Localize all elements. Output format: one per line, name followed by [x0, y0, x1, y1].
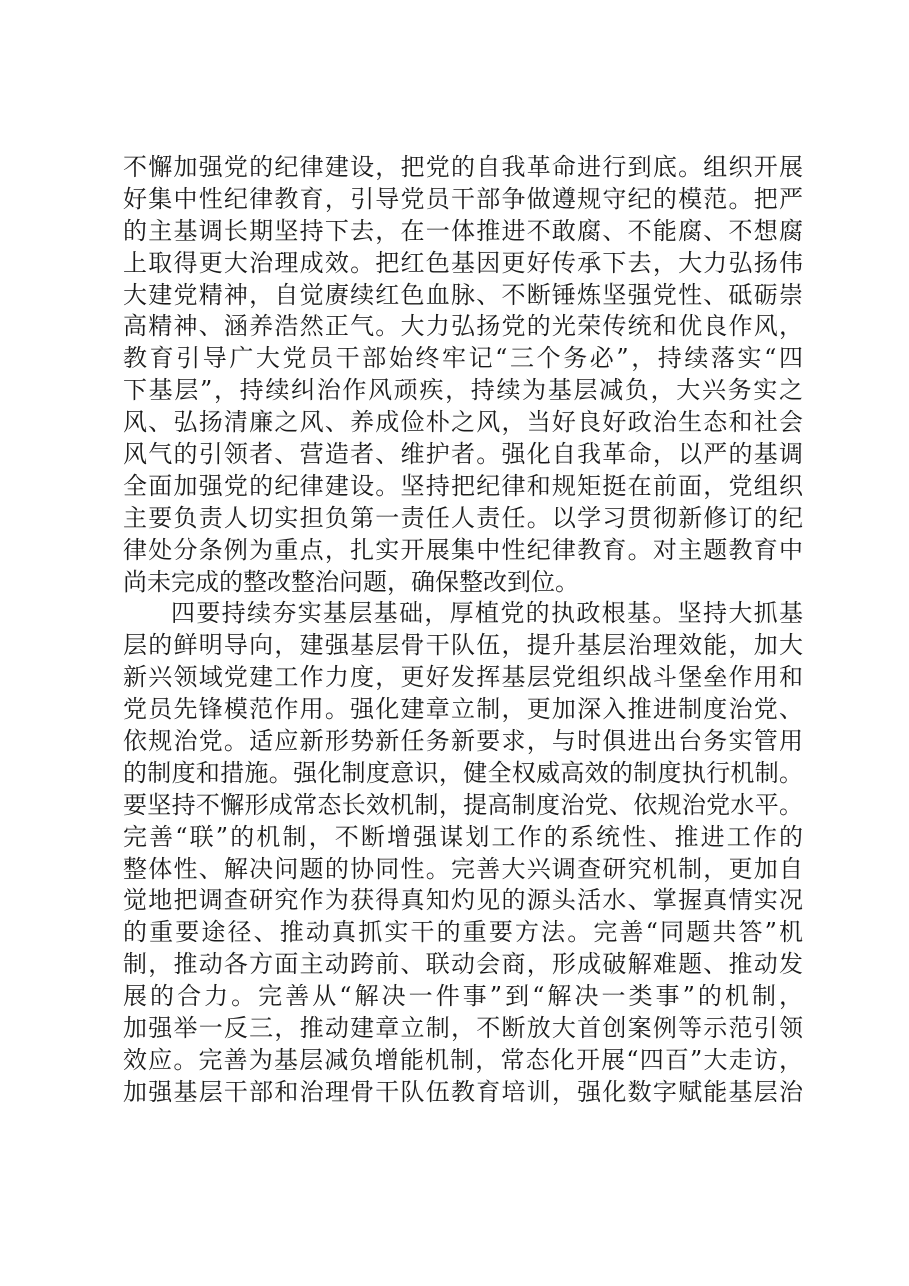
text-line: 效应。完善为基层减负增能机制，常态化开展“四百”大走访， [123, 1045, 803, 1074]
text-line: 下基层”，持续纠治作风顽疾，持续为基层减负，大兴务实之 [123, 376, 803, 405]
text-line: 全面加强党的纪律建设。坚持把纪律和规矩挺在前面，党组织 [123, 471, 803, 500]
text-line: 新兴领域党建工作力度，更好发挥基层党组织战斗堡垒作用和 [123, 663, 803, 692]
text-line: 不懈加强党的纪律建设，把党的自我革命进行到底。组织开展 [123, 153, 803, 181]
text-line: 觉地把调查研究作为获得真知灼见的源头活水、掌握真情实况 [123, 886, 803, 915]
text-line: 的制度和措施。强化制度意识，健全权威高效的制度执行机制。 [123, 758, 803, 787]
text-line: 加强举一反三，推动建章立制，不断放大首创案例等示范引领 [123, 1014, 803, 1043]
text-line: 主要负责人切实担负第一责任人责任。以学习贯彻新修订的纪 [123, 503, 803, 532]
text-line: 依规治党。适应新形势新任务新要求，与时俱进出台务实管用 [123, 727, 803, 756]
text-line: 高精神、涵养浩然正气。大力弘扬党的光荣传统和优良作风， [123, 312, 803, 341]
text-line: 风、弘扬清廉之风、养成俭朴之风，当好良好政治生态和社会 [123, 408, 803, 437]
text-line: 风气的引领者、营造者、维护者。强化自我革命，以严的基调 [123, 440, 803, 469]
text-line: 大建党精神，自觉赓续红色血脉、不断锤炼坚强党性、砥砺崇 [123, 280, 803, 309]
paragraph-end-line: 尚未完成的整改整治问题，确保整改到位。 [123, 567, 579, 596]
text-line: 完善“联”的机制，不断增强谋划工作的系统性、推进工作的 [123, 822, 803, 851]
text-line: 上取得更大治理成效。把红色基因更好传承下去，大力弘扬伟 [123, 248, 803, 277]
text-line: 律处分条例为重点，扎实开展集中性纪律教育。对主题教育中 [123, 535, 803, 564]
text-line: 整体性、解决问题的协同性。完善大兴调查研究机制，更加自 [123, 854, 803, 883]
text-line: 要坚持不懈形成常态长效机制，提高制度治党、依规治党水平。 [123, 790, 803, 819]
text-line: 制，推动各方面主动跨前、联动会商，形成破解难题、推动发 [123, 950, 803, 979]
text-line: 党员先锋模范作用。强化建章立制，更加深入推进制度治党、 [123, 695, 803, 724]
text-line: 的主基调长期坚持下去，在一体推进不敢腐、不能腐、不想腐 [123, 216, 803, 245]
text-line: 加强基层干部和治理骨干队伍教育培训，强化数字赋能基层治 [123, 1077, 803, 1106]
text-line: 教育引导广大党员干部始终牢记“三个务必”，持续落实“四 [123, 344, 803, 373]
paragraph-start-line: 四要持续夯实基层基础，厚植党的执政根基。坚持大抓基 [171, 599, 803, 628]
text-line: 展的合力。完善从“解决一件事”到“解决一类事”的机制， [123, 982, 803, 1011]
text-line: 好集中性纪律教育，引导党员干部争做遵规守纪的模范。把严 [123, 184, 803, 213]
text-line: 的重要途径、推动真抓实干的重要方法。完善“同题共答”机 [123, 918, 803, 947]
body-text [123, 152, 803, 1109]
text-line: 层的鲜明导向，建强基层骨干队伍，提升基层治理效能，加大 [123, 631, 803, 660]
